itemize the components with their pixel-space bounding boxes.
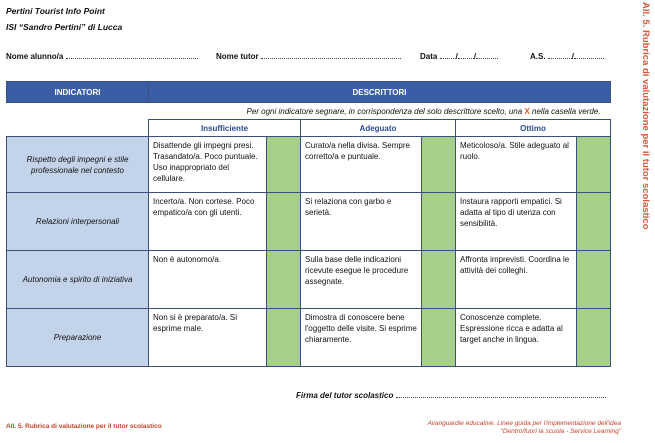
check-box-excellent[interactable] <box>577 137 611 193</box>
tutor-name-label: Nome tutor <box>216 52 259 61</box>
date-year-blank[interactable] <box>473 50 498 61</box>
check-box-excellent[interactable] <box>577 193 611 251</box>
date-month-blank[interactable] <box>455 50 477 61</box>
rubric-table <box>6 81 611 367</box>
descriptor-excellent: Conoscenze complete. Espressione ricca e adatta al target anche in lingua. <box>456 309 577 367</box>
date-separator: / <box>473 52 477 61</box>
student-name-field[interactable] <box>6 50 198 61</box>
date-separator: / <box>455 52 458 61</box>
check-box-insufficient[interactable] <box>267 309 301 367</box>
header-title: Pertini Tourist Info Point <box>6 6 105 16</box>
indicators-header: INDICATORI <box>7 82 149 103</box>
check-box-insufficient[interactable] <box>267 251 301 309</box>
indicator-cell: Preparazione <box>7 309 149 367</box>
check-box-adequate[interactable] <box>422 251 456 309</box>
tutor-name-field[interactable] <box>216 50 401 61</box>
level-insufficient-header: Insufficiente <box>149 120 301 137</box>
school-year-separator: / <box>571 52 575 61</box>
indicator-cell: Relazioni interpersonali <box>7 193 149 251</box>
descriptor-insufficient: Incerto/a. Non cortese. Poco empatico/a con gli utenti. <box>149 193 267 251</box>
school-year-field[interactable] <box>530 50 604 61</box>
instruction-mark: X <box>524 106 530 116</box>
footer-left: All. 5. Rubrica di valutazione per il tutor scolastico <box>6 423 162 430</box>
descriptor-excellent: Instaura rapporti empatici. Si adatta al tipo di utenza con sensibilità. <box>456 193 577 251</box>
descriptor-insufficient: Non si è preparato/a. Si esprime male. <box>149 309 267 367</box>
check-box-excellent[interactable] <box>577 309 611 367</box>
descriptors-header: DESCRITTORI <box>149 82 611 103</box>
descriptor-adequate: Dimostra di conoscere bene l'oggetto delle visite. Si esprime chiaramente. <box>301 309 422 367</box>
school-year-end-blank[interactable] <box>571 50 604 61</box>
footer-right <box>427 420 621 436</box>
instruction-before: Per ogni indicatore segnare, in corrispondenza del solo descrittore scelto, una <box>246 106 523 116</box>
student-name-blank[interactable] <box>66 50 198 59</box>
table-row <box>7 193 611 251</box>
side-title-text: All. 5. Rubrica di valutazione per il tutor scolastico <box>640 2 651 230</box>
descriptor-excellent: Affronta imprevisti. Coordina le attività dei colleghi. <box>456 251 577 309</box>
school-year-start-blank[interactable] <box>548 50 575 61</box>
instruction-text <box>149 103 611 120</box>
descriptor-adequate: Si relaziona con garbo e serietà. <box>301 193 422 251</box>
instruction-after: nella casella verde. <box>532 106 601 116</box>
check-box-adequate[interactable] <box>422 193 456 251</box>
descriptor-insufficient: Non è autonomo/a. <box>149 251 267 309</box>
signature-blank[interactable] <box>396 389 606 398</box>
tutor-name-blank[interactable] <box>261 50 401 59</box>
footer-right-line1: Avanguardie educative. Linee guida per l'implementazione dell'idea <box>427 420 621 427</box>
table-row <box>7 137 611 193</box>
date-field[interactable] <box>420 50 498 61</box>
footer-right-line2: “Dentro/fuori la scuola - Service Learning” <box>500 428 621 435</box>
descriptor-excellent: Meticoloso/a. Stile adeguato al ruolo. <box>456 137 577 193</box>
check-box-excellent[interactable] <box>577 251 611 309</box>
student-name-label: Nome alunno/a <box>6 52 64 61</box>
descriptor-adequate: Sulla base delle indicazioni ricevute esegue le procedure assegnate. <box>301 251 422 309</box>
table-row <box>7 309 611 367</box>
descriptor-insufficient: Disattende gli impegni presi. Trasandato/a. Poco puntuale. Uso inappropriato del cellulare. <box>149 137 267 193</box>
check-box-insufficient[interactable] <box>267 137 301 193</box>
signature-field[interactable] <box>296 389 606 400</box>
check-box-adequate[interactable] <box>422 309 456 367</box>
check-box-insufficient[interactable] <box>267 193 301 251</box>
descriptor-adequate: Curato/a nella divisa. Sempre corretto/a e puntuale. <box>301 137 422 193</box>
table-row <box>7 251 611 309</box>
indicator-cell: Autonomia e spirito di iniziativa <box>7 251 149 309</box>
level-adequate-header: Adeguato <box>301 120 456 137</box>
check-box-adequate[interactable] <box>422 137 456 193</box>
date-day-blank[interactable] <box>440 50 456 59</box>
date-label: Data <box>420 52 438 61</box>
school-year-label: A.S. <box>530 52 546 61</box>
side-title <box>633 0 655 300</box>
header-school: ISI “Sandro Pertini” di Lucca <box>6 22 123 32</box>
signature-label: Firma del tutor scolastico <box>296 391 394 400</box>
indicator-cell: Rispetto degli impegni e stile professionale nel contesto <box>7 137 149 193</box>
level-excellent-header: Ottimo <box>456 120 611 137</box>
